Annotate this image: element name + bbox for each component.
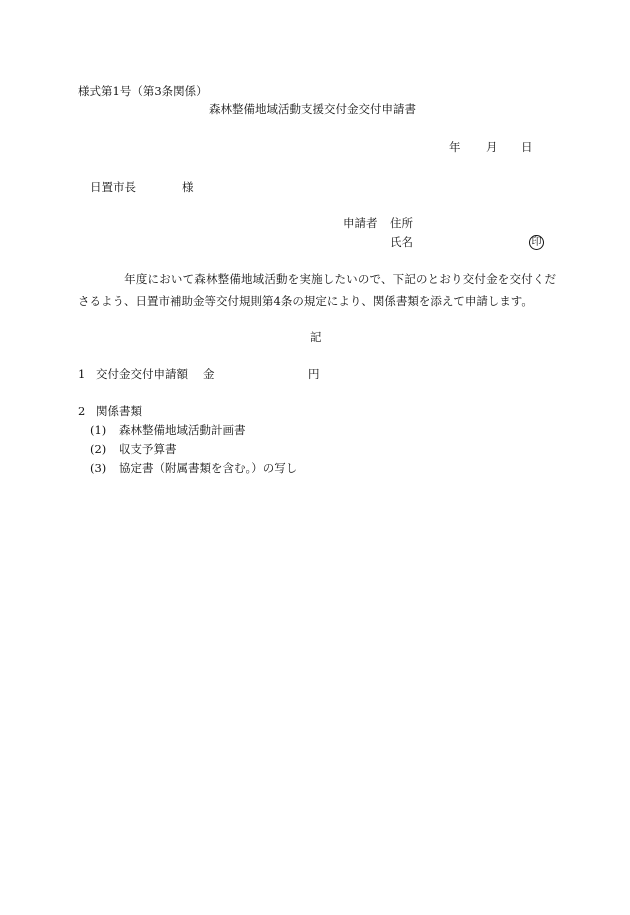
document-title: 森林整備地域活動支援交付金交付申請書 bbox=[209, 102, 416, 116]
addressee-name: 日置市長 bbox=[90, 180, 136, 194]
item1-label: 交付金交付申請額 bbox=[96, 367, 188, 381]
application-body bbox=[78, 268, 556, 312]
date-day-label: 日 bbox=[521, 140, 533, 154]
form-number: 様式第1号（第3条関係） bbox=[78, 84, 208, 98]
applicant-label: 申請者 bbox=[343, 216, 378, 230]
addressee-honorific: 様 bbox=[182, 180, 194, 194]
doc-2-text: 収支予算書 bbox=[119, 442, 177, 456]
item1-amount-unit: 円 bbox=[308, 367, 320, 381]
address-label: 住所 bbox=[390, 216, 413, 230]
doc-3-text: 協定書（附属書類を含む。）の写し bbox=[119, 461, 298, 475]
item2-number: 2 bbox=[78, 404, 86, 418]
item1-amount-prefix: 金 bbox=[203, 367, 215, 381]
doc-1-text: 森林整備地域活動計画書 bbox=[119, 423, 246, 437]
doc-1-number: (1) bbox=[90, 423, 107, 437]
name-label: 氏名 bbox=[390, 235, 413, 249]
doc-3-number: (3) bbox=[90, 461, 107, 475]
item1-number: 1 bbox=[78, 367, 86, 381]
item2-label: 関係書類 bbox=[96, 404, 142, 418]
date-month-label: 月 bbox=[486, 140, 498, 154]
doc-2-number: (2) bbox=[90, 442, 107, 456]
ki-heading: 記 bbox=[310, 330, 322, 344]
seal-icon: 印 bbox=[529, 235, 544, 250]
body-text: 年度において森林整備地域活動を実施したいので、下記のとおり交付金を交付くださるよう、日置市補助金等交付規則第4条の規定により、関係書類を添えて申請します。 bbox=[78, 272, 556, 308]
date-year-label: 年 bbox=[449, 140, 461, 154]
